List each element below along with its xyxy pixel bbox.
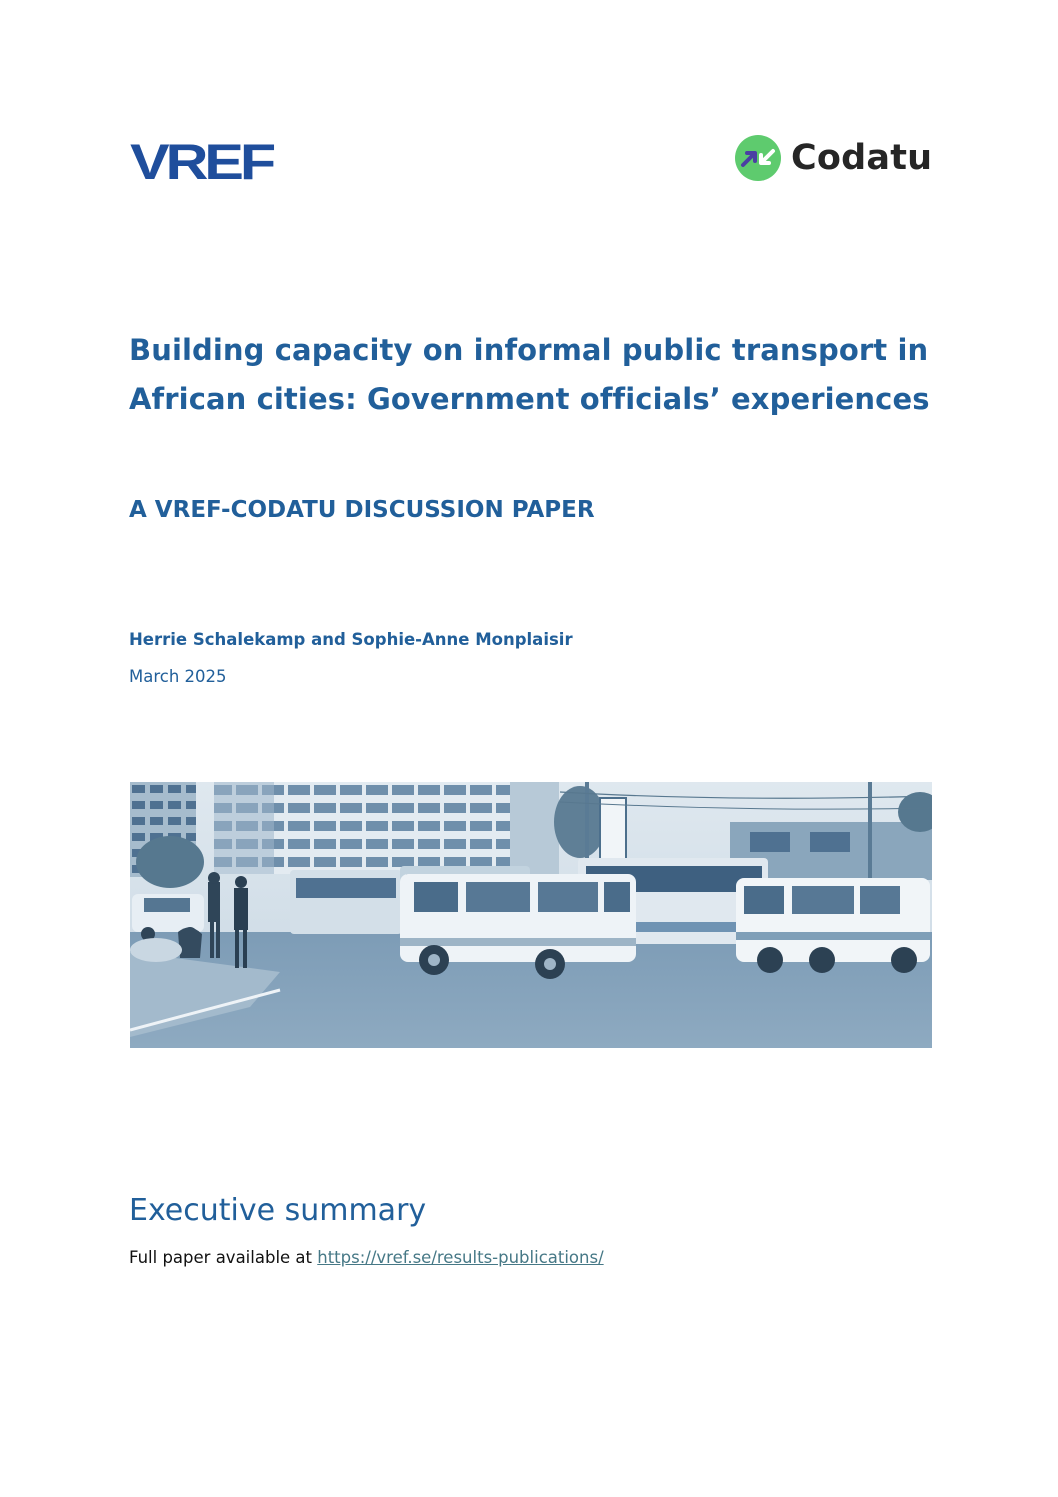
full-paper-prefix: Full paper available at [129, 1248, 312, 1267]
document-date: March 2025 [129, 667, 227, 686]
document-title: Building capacity on informal public transport in African cities: Government officials’ experiences [129, 333, 930, 416]
street-with-minibuses-photo [130, 782, 932, 1048]
document-authors: Herrie Schalekamp and Sophie-Anne Monplaisir [129, 630, 573, 649]
codatu-logo-text: Codatu [791, 137, 933, 178]
publications-link[interactable]: https://vref.se/results-publications/ [317, 1248, 604, 1267]
full-paper-note [129, 1246, 604, 1270]
codatu-arrows-icon [734, 134, 782, 182]
codatu-logo [734, 133, 934, 183]
vref-logo-text: VREF [130, 138, 275, 184]
document-subtitle: A VREF-CODATU DISCUSSION PAPER [129, 497, 595, 523]
executive-summary-heading: Executive summary [129, 1193, 427, 1228]
cover-photo [130, 782, 932, 1048]
vref-logo [130, 138, 275, 184]
